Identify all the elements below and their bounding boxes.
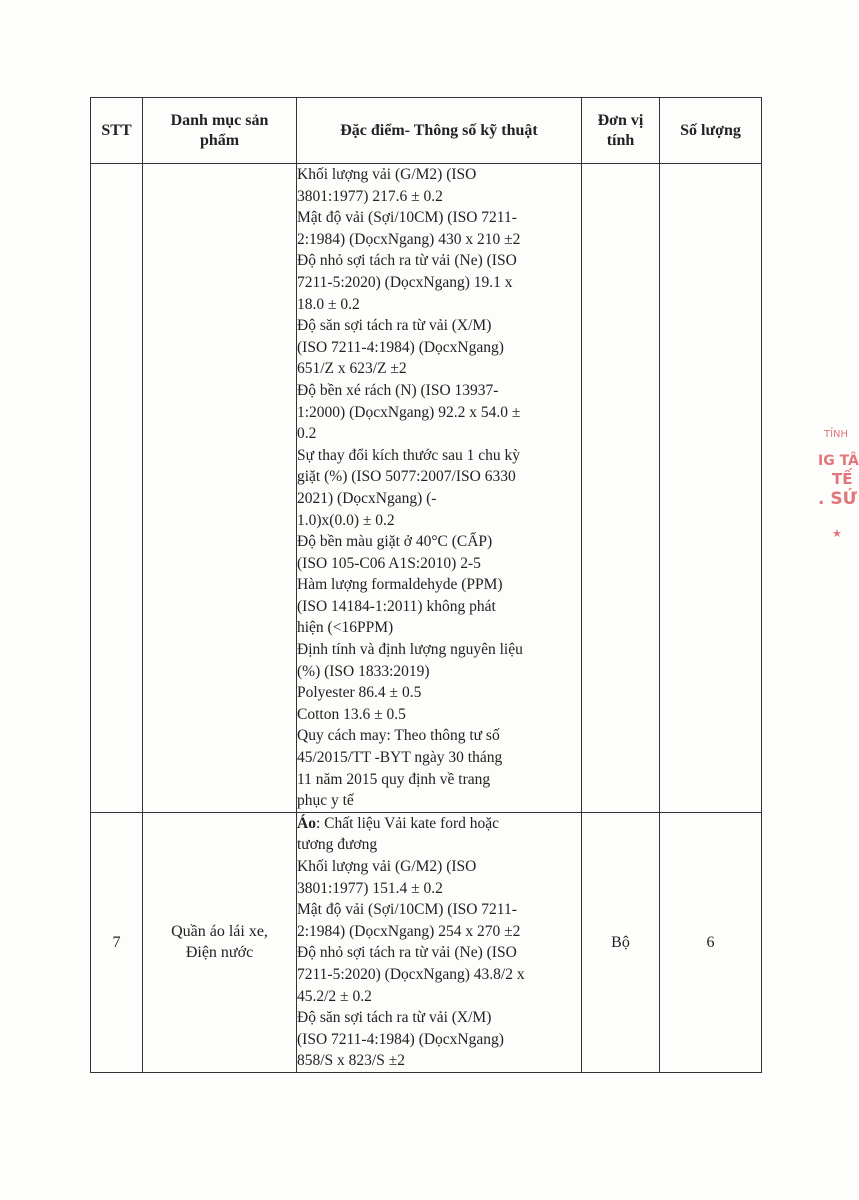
spec-lines-row-7	[297, 834, 581, 1072]
cell-qty: 6	[660, 812, 762, 1072]
header-qty: Số lượng	[660, 98, 762, 164]
stamp-text-2: IG TÂ	[818, 453, 859, 469]
spec-line: (ISO 105-C06 A1S:2010) 2-5	[297, 554, 481, 572]
header-category-line-1: Danh mục sản	[170, 111, 269, 129]
spec-line: Độ bền màu giặt ở 40°C (CẤP)	[297, 533, 493, 551]
spec-line: 0.2	[297, 425, 317, 443]
header-unit-line-1: Đơn vị	[597, 111, 644, 129]
stamp-star-icon: ★	[832, 527, 842, 540]
spec-line: Độ săn sợi tách ra từ vải (X/M)	[297, 317, 492, 335]
spec-line-first	[297, 813, 581, 835]
cell-spec	[297, 812, 582, 1072]
spec-line: Sự thay đổi kích thước sau 1 chu kỳ	[297, 446, 521, 464]
spec-first-text: : Chất liệu Vải kate ford hoặc	[315, 814, 500, 832]
stamp-text-3: TẾ	[832, 470, 853, 488]
spec-line: Cotton 13.6 ± 0.5	[297, 705, 406, 723]
cell-spec-continued	[297, 164, 582, 813]
category-line-1: Quần áo lái xe,	[171, 923, 268, 941]
cell-stt-continued	[91, 164, 143, 813]
stamp-text-4: . SỨ	[818, 489, 857, 509]
spec-line: phục y tế	[297, 792, 354, 810]
spec-line: 858/S x 823/S ±2	[297, 1052, 405, 1070]
spec-line: Mật độ vải (Sợi/10CM) (ISO 7211-	[297, 209, 517, 227]
spec-table	[90, 97, 762, 1073]
cell-qty-continued	[660, 164, 762, 813]
spec-line: Khối lượng vải (G/M2) (ISO	[297, 166, 477, 183]
spec-line: Khối lượng vải (G/M2) (ISO	[297, 858, 477, 875]
spec-line: 1:2000) (DọcxNgang) 92.2 x 54.0 ±	[297, 403, 521, 421]
spec-line: tương đương	[297, 836, 378, 854]
spec-line: 2:1984) (DọcxNgang) 430 x 210 ±2	[297, 230, 521, 248]
spec-line: Định tính và định lượng nguyên liệu	[297, 641, 523, 659]
spec-line: hiện (<16PPM)	[297, 619, 394, 637]
spec-line: (%) (ISO 1833:2019)	[297, 662, 430, 680]
spec-line: Mật độ vải (Sợi/10CM) (ISO 7211-	[297, 901, 517, 919]
spec-line: Hàm lượng formaldehyde (PPM)	[297, 576, 503, 594]
spec-line: 2:1984) (DọcxNgang) 254 x 270 ±2	[297, 922, 521, 940]
header-unit	[582, 98, 660, 164]
header-stt: STT	[91, 98, 143, 164]
header-unit-line-2: tính	[606, 131, 635, 149]
spec-line: 651/Z x 623/Z ±2	[297, 360, 407, 378]
spec-line: (ISO 7211-4:1984) (DọcxNgang)	[297, 338, 504, 356]
spec-line: 1.0)x(0.0) ± 0.2	[297, 511, 395, 529]
cell-stt: 7	[91, 812, 143, 1072]
header-category	[143, 98, 297, 164]
cell-unit: Bộ	[582, 812, 660, 1072]
cell-category	[143, 812, 297, 1072]
spec-line: 45.2/2 ± 0.2	[297, 987, 372, 1005]
header-category-line-2: phẩm	[199, 131, 240, 149]
spec-line: 45/2015/TT -BYT ngày 30 tháng	[297, 749, 503, 767]
table-header-row	[91, 98, 762, 164]
category-line-2: Điện nước	[185, 944, 254, 962]
cell-unit-continued	[582, 164, 660, 813]
spec-line: 3801:1977) 217.6 ± 0.2	[297, 187, 443, 205]
spec-line: 7211-5:2020) (DọcxNgang) 19.1 x	[297, 273, 513, 291]
spec-line: (ISO 14184-1:2011) không phát	[297, 597, 496, 615]
spec-line: 7211-5:2020) (DọcxNgang) 43.8/2 x	[297, 965, 525, 983]
spec-line: Độ nhỏ sợi tách ra từ vải (Ne) (ISO	[297, 944, 517, 962]
spec-line: Quy cách may: Theo thông tư số	[297, 727, 500, 745]
spec-line: 18.0 ± 0.2	[297, 295, 360, 313]
stamp-text-1: TỈNH	[824, 429, 849, 440]
red-stamp-fragment	[810, 415, 859, 565]
spec-line: (ISO 7211-4:1984) (DọcxNgang)	[297, 1030, 504, 1048]
table-row-continued	[91, 164, 762, 813]
spec-line: 3801:1977) 151.4 ± 0.2	[297, 879, 443, 897]
spec-line: Độ săn sợi tách ra từ vải (X/M)	[297, 1009, 492, 1027]
spec-line: Độ nhỏ sợi tách ra từ vải (Ne) (ISO	[297, 252, 517, 270]
spec-line: 2021) (DọcxNgang) (-	[297, 489, 437, 507]
spec-lines-continued	[297, 164, 581, 812]
table-row-7	[91, 812, 762, 1072]
spec-line: Độ bền xé rách (N) (ISO 13937-	[297, 381, 499, 399]
cell-category-continued	[143, 164, 297, 813]
spec-label-ao: Áo	[297, 814, 316, 832]
header-spec: Đặc điểm- Thông số kỹ thuật	[297, 98, 582, 164]
spec-line: 11 năm 2015 quy định về trang	[297, 770, 491, 788]
spec-line: Polyester 86.4 ± 0.5	[297, 684, 422, 702]
spec-line: giặt (%) (ISO 5077:2007/ISO 6330	[297, 468, 516, 486]
